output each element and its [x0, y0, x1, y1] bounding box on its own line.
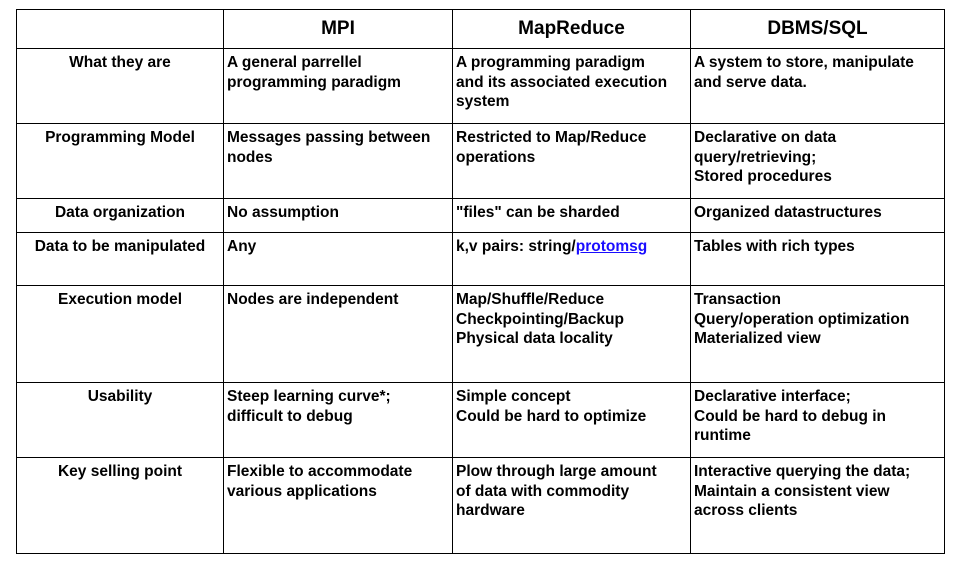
cell-line: Plow through large amount	[456, 463, 657, 480]
cell-line: No assumption	[227, 204, 339, 221]
cell-line: Simple concept	[456, 388, 571, 405]
table-row	[17, 124, 945, 199]
mpi-cell	[224, 286, 453, 383]
cell-line: Checkpointing/Backup	[456, 310, 624, 328]
cell-line: Tables with rich types	[694, 238, 855, 255]
dbms-cell	[691, 233, 945, 286]
cell-line: runtime	[694, 427, 751, 444]
dbms-cell	[691, 458, 945, 554]
cell-line: Declarative interface;	[694, 388, 851, 405]
row-label: Programming Model	[17, 124, 224, 199]
cell-line: A general parrellel	[227, 54, 362, 71]
cell-line: Restricted to Map/Reduce	[456, 129, 647, 146]
kv-pairs-text: k,v pairs: string/	[456, 238, 576, 255]
mapreduce-cell	[453, 49, 691, 124]
row-label: Data organization	[17, 199, 224, 233]
cell-line: system	[456, 93, 510, 110]
cell-line: various applications	[227, 482, 377, 500]
cell-line: Could be hard to debug in	[694, 407, 887, 425]
table-row	[17, 199, 945, 233]
mpi-cell	[224, 199, 453, 233]
mpi-cell	[224, 458, 453, 554]
cell-line: across clients	[694, 502, 798, 519]
mapreduce-cell	[453, 233, 691, 286]
cell-line: Physical data locality	[456, 330, 613, 347]
table-row	[17, 458, 945, 554]
cell-line	[456, 237, 687, 257]
cell-line: difficult to debug	[227, 407, 353, 425]
cell-line: Stored procedures	[694, 168, 832, 185]
dbms-cell	[691, 199, 945, 233]
mapreduce-cell	[453, 383, 691, 458]
cell-line: nodes	[227, 148, 273, 166]
row-label: What they are	[17, 49, 224, 124]
cell-line: hardware	[456, 502, 525, 519]
cell-line: of data with commodity	[456, 482, 630, 500]
cell-line: and its associated execution	[456, 73, 668, 91]
row-label: Usability	[17, 383, 224, 458]
cell-line: query/retrieving;	[694, 148, 817, 166]
cell-line: Materialized view	[694, 330, 821, 347]
row-label: Data to be manipulated	[17, 233, 224, 286]
cell-line: Maintain a consistent view	[694, 482, 890, 500]
cell-line: Declarative on data	[694, 129, 837, 146]
cell-line: Organized datastructures	[694, 204, 882, 221]
dbms-cell	[691, 286, 945, 383]
dbms-cell	[691, 49, 945, 124]
table-row	[17, 49, 945, 124]
cell-line: operations	[456, 148, 536, 166]
protomsg-link[interactable]: protomsg	[575, 238, 648, 255]
mapreduce-cell	[453, 458, 691, 554]
row-label: Execution model	[17, 286, 224, 383]
table-row	[17, 233, 945, 286]
dbms-cell	[691, 383, 945, 458]
cell-line: Messages passing between	[227, 129, 431, 146]
cell-line: A system to store, manipulate	[694, 54, 914, 71]
mapreduce-cell	[453, 199, 691, 233]
cell-line: Interactive querying the data;	[694, 463, 911, 480]
mapreduce-cell	[453, 124, 691, 199]
mpi-cell	[224, 233, 453, 286]
cell-line: A programming paradigm	[456, 54, 645, 71]
mpi-cell	[224, 383, 453, 458]
dbms-cell	[691, 124, 945, 199]
cell-line: Map/Shuffle/Reduce	[456, 291, 605, 308]
table-row	[17, 383, 945, 458]
mpi-cell	[224, 49, 453, 124]
cell-line: Flexible to accommodate	[227, 463, 413, 480]
header-dbms-sql: DBMS/SQL	[691, 10, 945, 49]
cell-line: Could be hard to optimize	[456, 407, 647, 425]
cell-line: Nodes are independent	[227, 291, 399, 308]
table-row	[17, 286, 945, 383]
cell-line: Transaction	[694, 291, 781, 308]
mapreduce-cell	[453, 286, 691, 383]
header-empty	[17, 10, 224, 49]
cell-line: Steep learning curve*;	[227, 388, 391, 405]
header-row	[17, 10, 945, 49]
header-mapreduce: MapReduce	[453, 10, 691, 49]
cell-line: and serve data.	[694, 73, 807, 91]
cell-line: Any	[227, 238, 257, 255]
cell-line: "files" can be sharded	[456, 204, 620, 221]
row-label: Key selling point	[17, 458, 224, 554]
mpi-cell	[224, 124, 453, 199]
cell-line: Query/operation optimization	[694, 310, 910, 328]
header-mpi: MPI	[224, 10, 453, 49]
comparison-table	[16, 9, 945, 554]
cell-line: programming paradigm	[227, 73, 401, 91]
